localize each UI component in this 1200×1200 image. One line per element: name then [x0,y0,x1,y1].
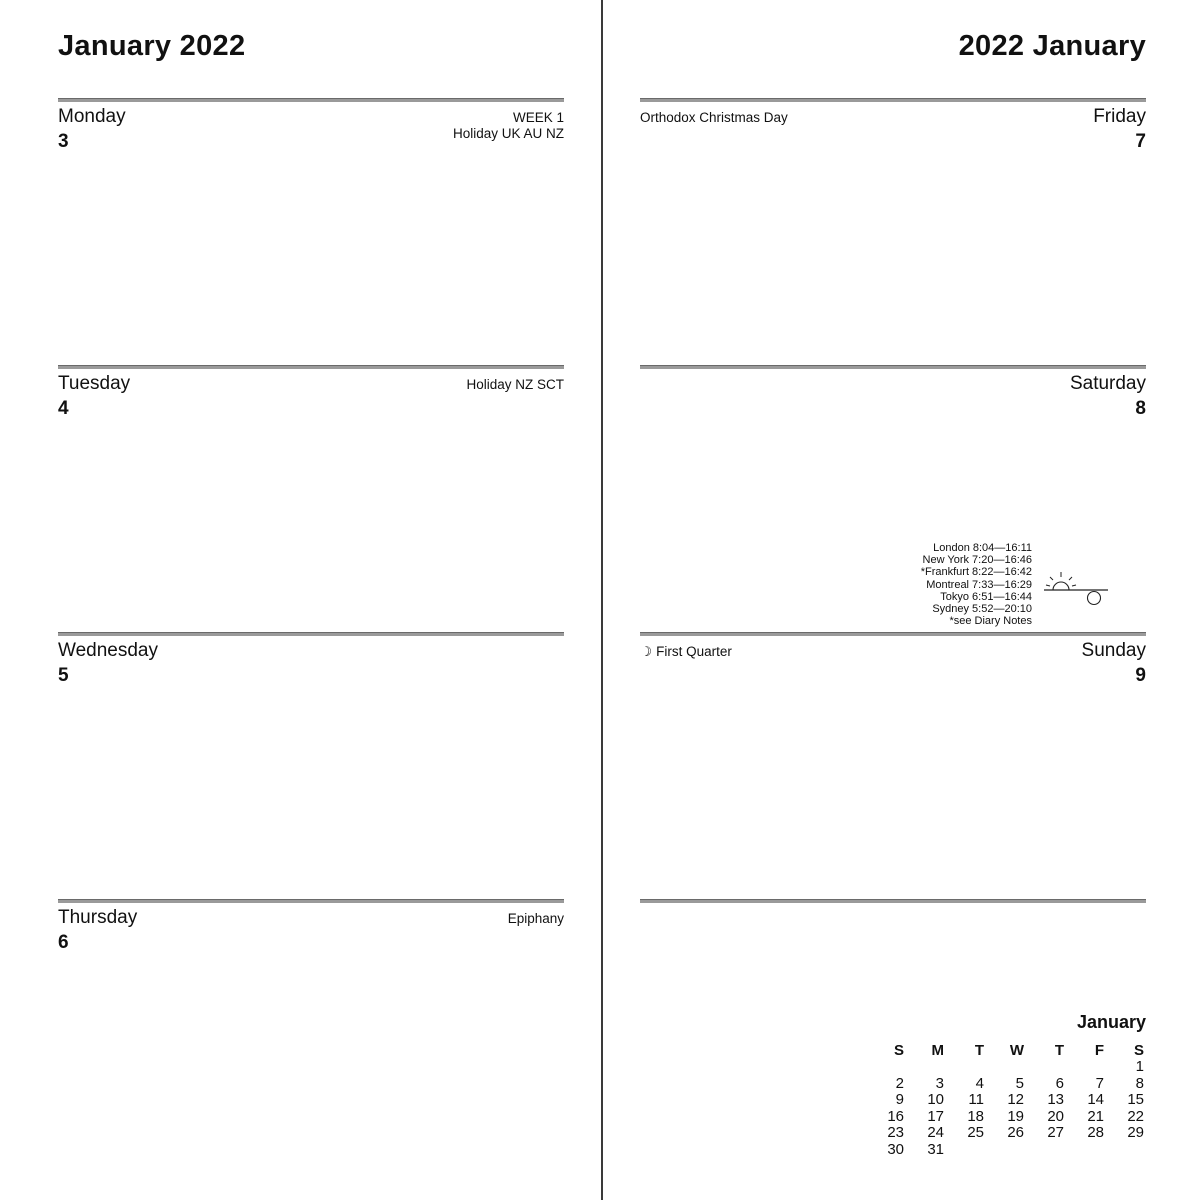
day-thursday [58,899,564,1166]
calendar-week-row [866,1142,1146,1159]
calendar-date: 31 [927,1140,944,1158]
mini-calendar-title: January [1076,1012,1146,1032]
day-name: Thursday [58,907,138,928]
day-number: 3 [58,131,69,152]
calendar-date: 28 [1087,1124,1104,1141]
weekday-header: S [893,1041,904,1059]
day-divider [640,632,1146,636]
sun-time-london: London 8:04—16:11 [933,542,1032,554]
day-note [466,377,564,393]
calendar-date: 9 [895,1091,904,1108]
calendar-date: 26 [1007,1124,1024,1141]
holiday-note: Holiday NZ SCT [466,377,564,392]
calendar-date: 30 [887,1140,904,1158]
calendar-date [1026,1059,1066,1076]
day-number: 5 [58,665,69,686]
holiday-note: Holiday UK AU NZ [452,126,564,141]
calendar-date: 4 [975,1074,984,1092]
weekday-header: F [1094,1041,1104,1059]
calendar-date: 21 [1087,1107,1104,1125]
calendar-date [946,1059,986,1076]
calendar-date: 8 [1135,1074,1144,1092]
right-page [602,0,1200,1200]
calendar-date: 19 [1007,1107,1024,1125]
calendar-week-row [866,1125,1146,1142]
day-friday [640,98,1146,365]
diary-notes-reference: *see Diary Notes [949,615,1032,628]
calendar-date: 13 [1047,1091,1064,1108]
day-number: 6 [58,932,69,953]
sun-time-sydney: Sydney 5:52—20:10 [932,603,1032,616]
calendar-date: 24 [927,1124,944,1141]
day-note [640,110,788,126]
moon-phase-label: First Quarter [656,644,732,659]
day-sunday [640,632,1146,899]
calendar-date: 2 [895,1074,904,1092]
day-name: Wednesday [58,640,158,661]
day-tuesday [58,365,564,632]
weekday-header: W [1009,1041,1024,1059]
mini-calendar-grid [866,1039,1146,1158]
sun-time-montreal: Montreal 7:33—16:29 [926,578,1032,591]
calendar-date: 12 [1007,1091,1024,1108]
weekday-header-row [866,1039,1146,1059]
calendar-date: 1 [1135,1058,1144,1075]
day-divider [58,899,564,903]
day-name: Sunday [1081,640,1146,661]
holiday-note: Epiphany [507,911,564,926]
calendar-date: 22 [1127,1107,1144,1125]
calendar-date: 29 [1127,1124,1144,1141]
day-note [508,911,564,927]
calendar-date: 5 [1015,1074,1024,1092]
calendar-date [1066,1142,1106,1159]
sun-time-frankfurt: *Frankfurt 8:22—16:42 [920,566,1032,579]
calendar-date [986,1142,1026,1159]
calendar-week-row [866,1076,1146,1093]
calendar-week-row [866,1059,1146,1076]
calendar-date: 3 [935,1074,944,1092]
calendar-date: 15 [1127,1091,1144,1108]
calendar-date [946,1142,986,1159]
day-note [453,110,564,142]
day-divider [640,98,1146,102]
calendar-week-row [866,1092,1146,1109]
calendar-date: 18 [967,1107,984,1125]
day-divider [58,632,564,636]
day-divider [640,365,1146,369]
weekday-header: M [931,1041,944,1059]
calendar-date: 6 [1055,1074,1064,1092]
day-divider [58,365,564,369]
mini-calendar-weeks [866,1059,1146,1158]
calendar-date [906,1059,946,1076]
day-monday [58,98,564,365]
calendar-date: 16 [887,1107,904,1125]
calendar-date: 20 [1047,1107,1064,1125]
calendar-date: 14 [1087,1091,1104,1108]
day-name: Friday [1093,106,1146,127]
day-number: 7 [1135,131,1146,152]
mini-calendar [866,1012,1146,1158]
calendar-date [1106,1142,1146,1159]
day-wednesday [58,632,564,899]
sunrise-sunset-icon [1042,566,1110,610]
holiday-note: Orthodox Christmas Day [640,110,788,125]
page-title: 2022 January [958,30,1146,62]
calendar-date [986,1059,1026,1076]
calendar-date: 17 [927,1107,944,1125]
week-number: WEEK 1 [512,110,564,125]
calendar-date [1066,1059,1106,1076]
day-name: Tuesday [58,373,131,394]
weekday-header: T [1054,1041,1064,1059]
sun-time-new-york: New York 7:20—16:46 [922,554,1032,567]
calendar-date: 10 [927,1091,944,1108]
calendar-date [1026,1142,1066,1159]
day-number: 9 [1135,665,1146,686]
sunrise-sunset-times [882,542,1032,627]
day-number: 4 [58,398,69,419]
weekday-header: S [1133,1041,1144,1059]
day-divider [640,899,1146,903]
calendar-week-row [866,1109,1146,1126]
day-name: Monday [58,106,126,127]
day-divider [58,98,564,102]
moon-phase-icon: ☽ [640,644,653,659]
calendar-date: 25 [967,1124,984,1141]
calendar-date: 11 [968,1091,984,1108]
sun-time-tokyo: Tokyo 6:51—16:44 [940,590,1032,603]
day-note [640,644,732,660]
calendar-date: 7 [1095,1074,1104,1092]
weekday-header: T [974,1041,984,1059]
page-title: January 2022 [58,30,246,62]
day-name: Saturday [1069,373,1146,394]
day-number: 8 [1135,398,1146,419]
calendar-date: 23 [887,1124,904,1141]
calendar-date: 27 [1047,1124,1064,1141]
calendar-date [866,1059,906,1076]
